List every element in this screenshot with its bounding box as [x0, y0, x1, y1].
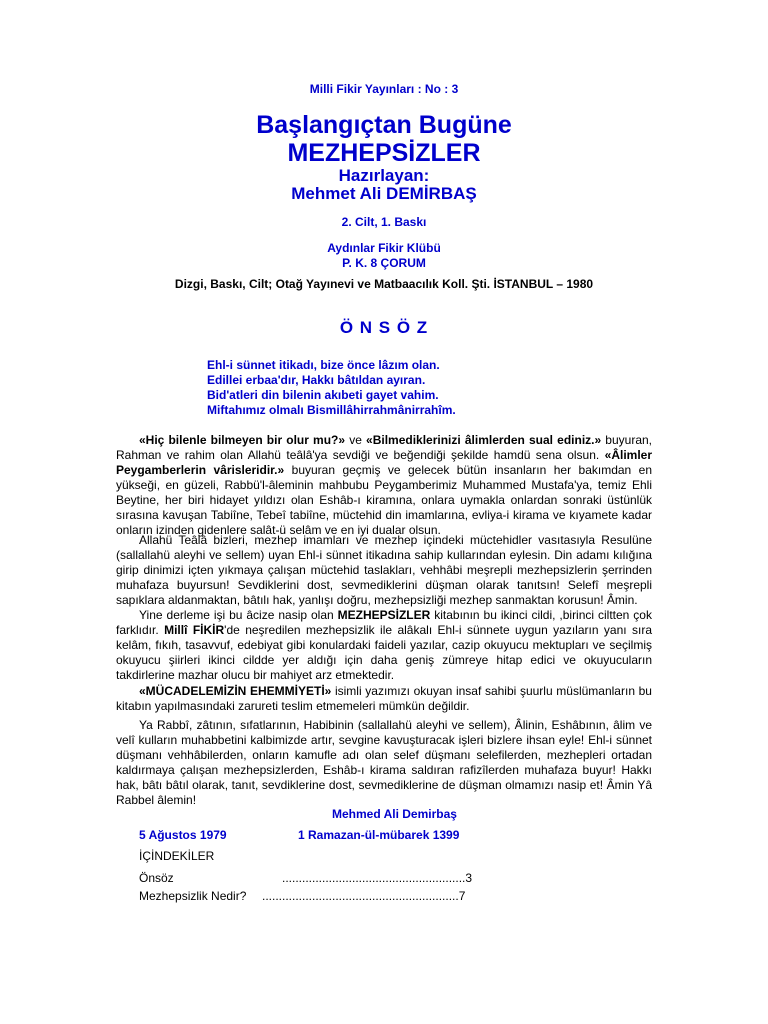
publisher-line2: P. K. 8 ÇORUM	[342, 256, 426, 270]
quote-bold: «Hiç bilenle bilmeyen bir olur mu?»	[139, 433, 346, 447]
paragraph-text: Allahü Teâlâ bizleri, mezhep imamları ve mezhep içindeki müctehidler vasıtasıyla Resulüne (sallallahü aleyhi ve sellem) uyan Ehl-i sünnet itikadına sahip kullarından eylesin. Din adamı kılığına girip dinimizi içten yıkmaya çalışan müctehid taslakları, vehhâbi meşrepli mezhepsizlerin şerrinden muhafaza buyursun! Sevdiklerini dost, sevmediklerini düşman olarak tanıtsın! Selefî meşrepli sapıklara aldanmaktan, bâtılı hak, yanlışı doğru, mezhepsizliği mezhep sanmaktan korusun! Âmin.	[116, 533, 652, 607]
bold-term: Millî FİKİR	[164, 623, 225, 637]
prepared-by-label: Hazırlayan:	[338, 166, 430, 185]
section-title: Ö N S Ö Z	[339, 318, 429, 337]
toc-entry[interactable]	[139, 889, 466, 903]
paragraph-text: 'de neşredilen mezhepsizlik ile alâkalı Ehl-i sünnete uygun yazıların yanı sıra kelâm, fıkıh, tasavvuf, edebiyat gibi konulardaki faideli yazılar, cazip okuyucu mektupları ve seçilmiş okuyucu şiirleri ikinci cildde yer aldığı için daha geniş zümreye hitap edici ve okuyucuların takdirlerine mazhar olucu bir mahiyet arz etmektedir.	[116, 623, 652, 682]
paragraph-text: Yine derleme işi bu âcize nasip olan	[139, 608, 338, 622]
author-name: Mehmet Ali DEMİRBAŞ	[291, 184, 477, 203]
signature-name: Mehmed Ali Demirbaş	[332, 807, 457, 821]
paragraph-text: ve	[345, 433, 367, 447]
date-gregorian: 5 Ağustos 1979	[139, 828, 227, 842]
printer-info: Dizgi, Baskı, Cilt; Otağ Yayınevi ve Matbaacılık Koll. Şti. İSTANBUL – 1980	[174, 277, 594, 291]
paragraph-text: isimli yazımızı okuyan insaf sahibi şuurlu müslümanların bu kitabın yapılmasındaki zarureti teslim etmemeleri mümkün değildir.	[116, 684, 652, 713]
edition-label: 2. Cilt, 1. Baskı	[341, 215, 427, 229]
poem-line: Ehl-i sünnet itikadı, bize önce lâzım olan.	[207, 358, 440, 372]
toc-entry-leader: .......................................................3	[282, 871, 473, 885]
book-title-line1: Başlangıçtan Bugüne	[256, 111, 512, 139]
book-title-line2: MEZHEPSİZLER	[287, 139, 481, 167]
toc-entry-leader: ...........................................................7	[262, 889, 466, 903]
paragraph-1	[116, 433, 652, 538]
series-label: Milli Fikir Yayınları : No : 3	[309, 82, 459, 96]
toc-entry-page: 7	[458, 889, 466, 903]
poem-line: Bid'atleri din bilenin akıbeti gayet vahim.	[207, 388, 439, 402]
paragraph-text: kitabının bu ikinci cildi, ,birinci ciltten çok farklıdır.	[116, 608, 652, 637]
toc-entry-label: Önsöz	[139, 871, 174, 885]
poem-block	[207, 358, 456, 418]
bold-term: «MÜCADELEMİZİN EHEMMİYETİ»	[139, 684, 332, 698]
paragraph-4	[116, 684, 652, 714]
toc-entry-page: 3	[465, 871, 473, 885]
toc-title: İÇİNDEKİLER	[139, 849, 215, 863]
publisher-line1: Aydınlar Fikir Klübü	[327, 241, 441, 255]
toc-entry[interactable]	[139, 871, 473, 885]
paragraph-text: Ya Rabbî, zâtının, sıfatlarının, Habibinin (sallallahü aleyhi ve sellem), Âlinin, Eshâbının, âlim ve velî kulların muhabbetini kalbimizde artır, sevgine kavuşturacak işleri bizlere ihsan eyle! Ehl-i sünnet düşmanı vehhâbilerden, onların kamufle adı olan selef düşmanı selefilerden, mezhepleri ortadan kaldırmaya çalışan mezhepsizlerden, Eshâb-ı kirama saldıran rafizîlerden muhafaza buyur! Hakkı hak, bâtı bâtıl olarak, tanıt, sevdiklerine dost, sevmediklerine de düşman olmamızı nasip et! Âmin Yâ Rabbel âlemin!	[116, 718, 652, 807]
paragraph-text: buyuran geçmiş ve gelecek bütün insanların her bakımdan en yükseği, en güzeli, Rabbü'l-âleminin mahbubu Peygamberimiz Muhammed Mustafa'ya, temiz Ehli Beytine, her biri hidayet yıldızı olan Eshâb-ı kiramına, onlara uymakla onlardan sonraki üstünlük sırasına kavuşan Tabiîne, Tebeî tabiîne, müctehid din imamlarına, evliya-i kirama ve kıyamete kadar onların izinden gidenlere salât-ü selâm ve en iyi dualar olsun.	[116, 463, 652, 537]
date-hijri: 1 Ramazan-ül-mübarek 1399	[298, 828, 460, 842]
bold-term: MEZHEPSİZLER	[337, 608, 431, 622]
poem-line: Miftahımız olmalı Bismillâhirrahmânirrahîm.	[207, 403, 456, 417]
paragraph-5	[116, 718, 652, 808]
toc-entry-label: Mezhepsizlik Nedir?	[139, 889, 247, 903]
paragraph-3	[116, 608, 652, 683]
quote-bold: «Bilmediklerinizi âlimlerden sual ediniz.»	[366, 433, 602, 447]
poem-line: Edillei erbaa'dır, Hakkı bâtıldan ayıran.	[207, 373, 426, 387]
paragraph-2	[116, 533, 652, 608]
quote-bold: «Âlimler Peygamberlerin vârisleridir.»	[116, 448, 652, 477]
paragraph-text: buyuran, Rahman ve rahim olan Allahü teâlâ'ya sevdiği ve beğendiği şekilde hamdü sena olsun.	[116, 433, 653, 462]
